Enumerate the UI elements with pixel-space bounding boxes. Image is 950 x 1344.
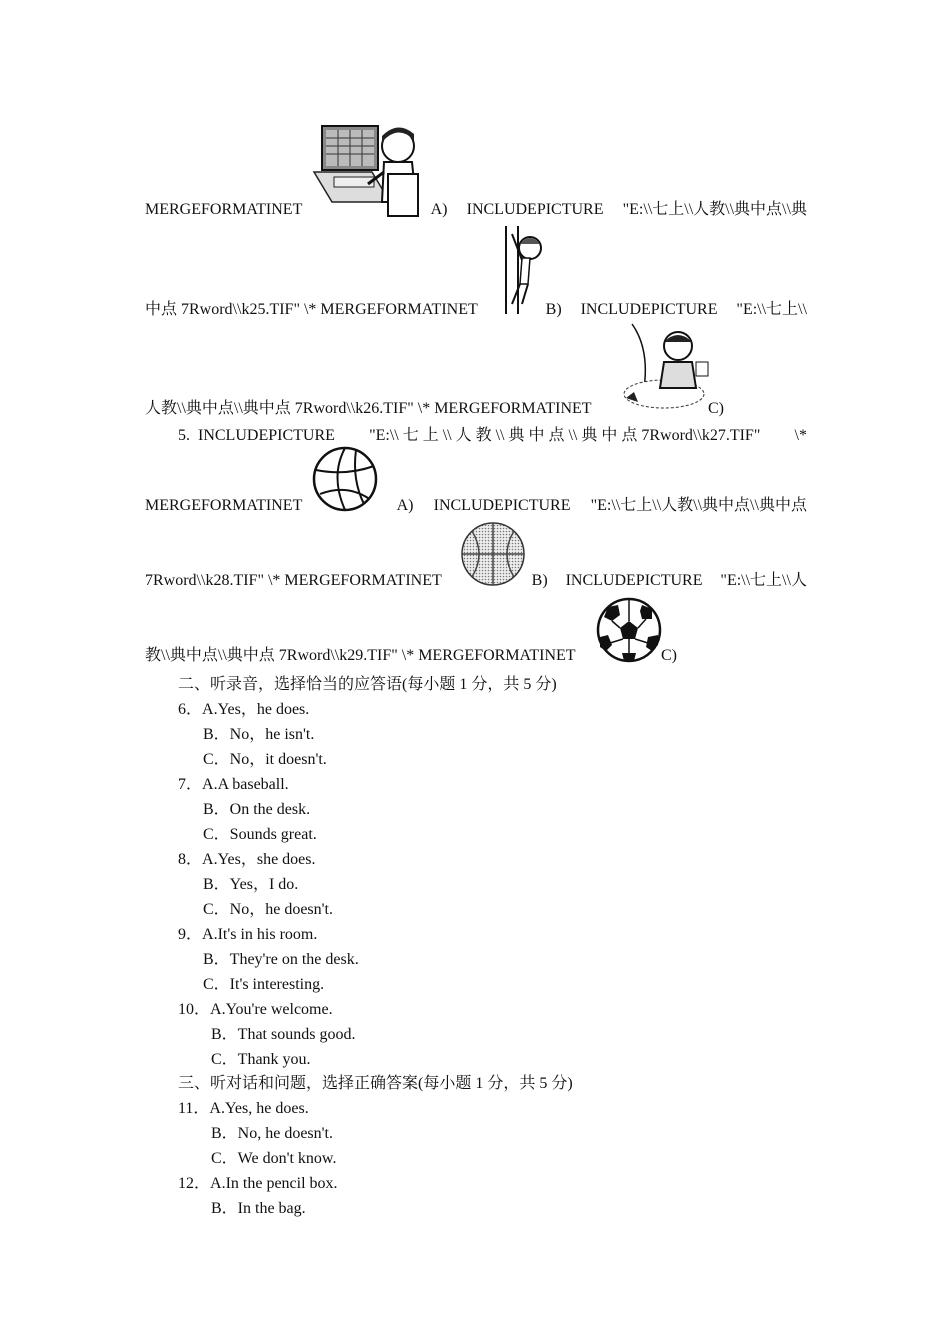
q9-option-b: B．They're on the desk. bbox=[203, 951, 359, 968]
q4-line2-path: "E:\\七上\\ bbox=[736, 301, 807, 318]
q5-line0-path: "E:\\ 七 上 \\ 人 教 \\ 典 中 点 \\ 典 中 点 7Rword\\k27.TIF" bbox=[369, 427, 761, 444]
q4-option-c-label: C) bbox=[708, 400, 724, 417]
q12-option-a: A.In the pencil box. bbox=[210, 1175, 338, 1192]
q4-line1-path: "E:\\七上\\人教\\典中点\\典 bbox=[622, 201, 807, 218]
q4-option-a-label: A) bbox=[430, 201, 448, 218]
q7-option-c: C．Sounds great. bbox=[203, 826, 317, 843]
q4-line2-text: 中点 7Rword\\k25.TIF" \* MERGEFORMATINET bbox=[145, 301, 478, 318]
q10-option-c: C．Thank you. bbox=[211, 1051, 311, 1068]
section2-title: 二、听录音，选择恰当的应答语(每小题 1 分，共 5 分) bbox=[178, 676, 557, 693]
q5-line2-path: "E:\\七上\\人 bbox=[720, 572, 807, 589]
boy-fishing-picture bbox=[612, 322, 712, 414]
section3-title: 三、听对话和问题，选择正确答案(每小题 1 分，共 5 分) bbox=[178, 1075, 573, 1092]
q5-line0-switch: \* bbox=[794, 427, 807, 444]
q5-option-c-label: C) bbox=[661, 647, 677, 664]
q8-option-b: B．Yes，I do. bbox=[203, 876, 299, 893]
q5-line1-text: MERGEFORMATINET bbox=[145, 497, 303, 514]
q8-option-a: A.Yes，she does. bbox=[202, 851, 316, 868]
q6-option-b: B．No，he isn't. bbox=[203, 726, 315, 743]
q5-line1-path: "E:\\七上\\人教\\典中点\\典中点 bbox=[590, 497, 807, 514]
q5-option-b-label: B) bbox=[531, 572, 548, 589]
q7-number: 7． bbox=[178, 776, 203, 793]
q4-option-b-label: B) bbox=[545, 301, 562, 318]
q12-number: 12． bbox=[178, 1175, 211, 1192]
q4-line1-include: INCLUDEPICTURE bbox=[466, 201, 604, 218]
q5-line0-include: INCLUDEPICTURE bbox=[198, 427, 335, 444]
q5-line2-text: 7Rword\\k28.TIF" \* MERGEFORMATINET bbox=[145, 572, 442, 589]
q5-line1-include: INCLUDEPICTURE bbox=[433, 497, 571, 514]
q4-line3-text: 人教\\典中点\\典中点 7Rword\\k26.TIF" \* MERGEFORMATINET bbox=[145, 400, 592, 417]
q7-option-b: B．On the desk. bbox=[203, 801, 311, 818]
q5-number: 5. bbox=[178, 427, 190, 444]
q4-line2-include: INCLUDEPICTURE bbox=[580, 301, 718, 318]
q11-option-c: C．We don't know. bbox=[211, 1150, 337, 1167]
q7-option-a: A.A baseball. bbox=[202, 776, 289, 793]
q6-number: 6． bbox=[178, 701, 203, 718]
soccer-ball-picture bbox=[596, 597, 662, 663]
q9-number: 9． bbox=[178, 926, 203, 943]
q10-option-b: B．That sounds good. bbox=[211, 1026, 356, 1043]
q6-option-a: A.Yes，he does. bbox=[202, 701, 310, 718]
q5-line2-include: INCLUDEPICTURE bbox=[565, 572, 703, 589]
q10-option-a: A.You're welcome. bbox=[210, 1001, 333, 1018]
q11-number: 11． bbox=[178, 1100, 210, 1117]
q11-option-b: B．No, he doesn't. bbox=[211, 1125, 333, 1142]
q11-option-a: A.Yes, he does. bbox=[209, 1100, 309, 1117]
q5-option-a-label: A) bbox=[396, 497, 414, 514]
q12-option-b: B．In the bag. bbox=[211, 1200, 306, 1217]
q5-line3-text: 教\\典中点\\典中点 7Rword\\k29.TIF" \* MERGEFORMATINET bbox=[145, 647, 576, 664]
q10-number: 10． bbox=[178, 1001, 211, 1018]
q8-number: 8． bbox=[178, 851, 203, 868]
q9-option-c: C．It's interesting. bbox=[203, 976, 325, 993]
q8-option-c: C．No，he doesn't. bbox=[203, 901, 333, 918]
q9-option-a: A.It's in his room. bbox=[202, 926, 318, 943]
q4-line1-text: MERGEFORMATINET bbox=[145, 201, 303, 218]
q6-option-c: C．No，it doesn't. bbox=[203, 751, 327, 768]
